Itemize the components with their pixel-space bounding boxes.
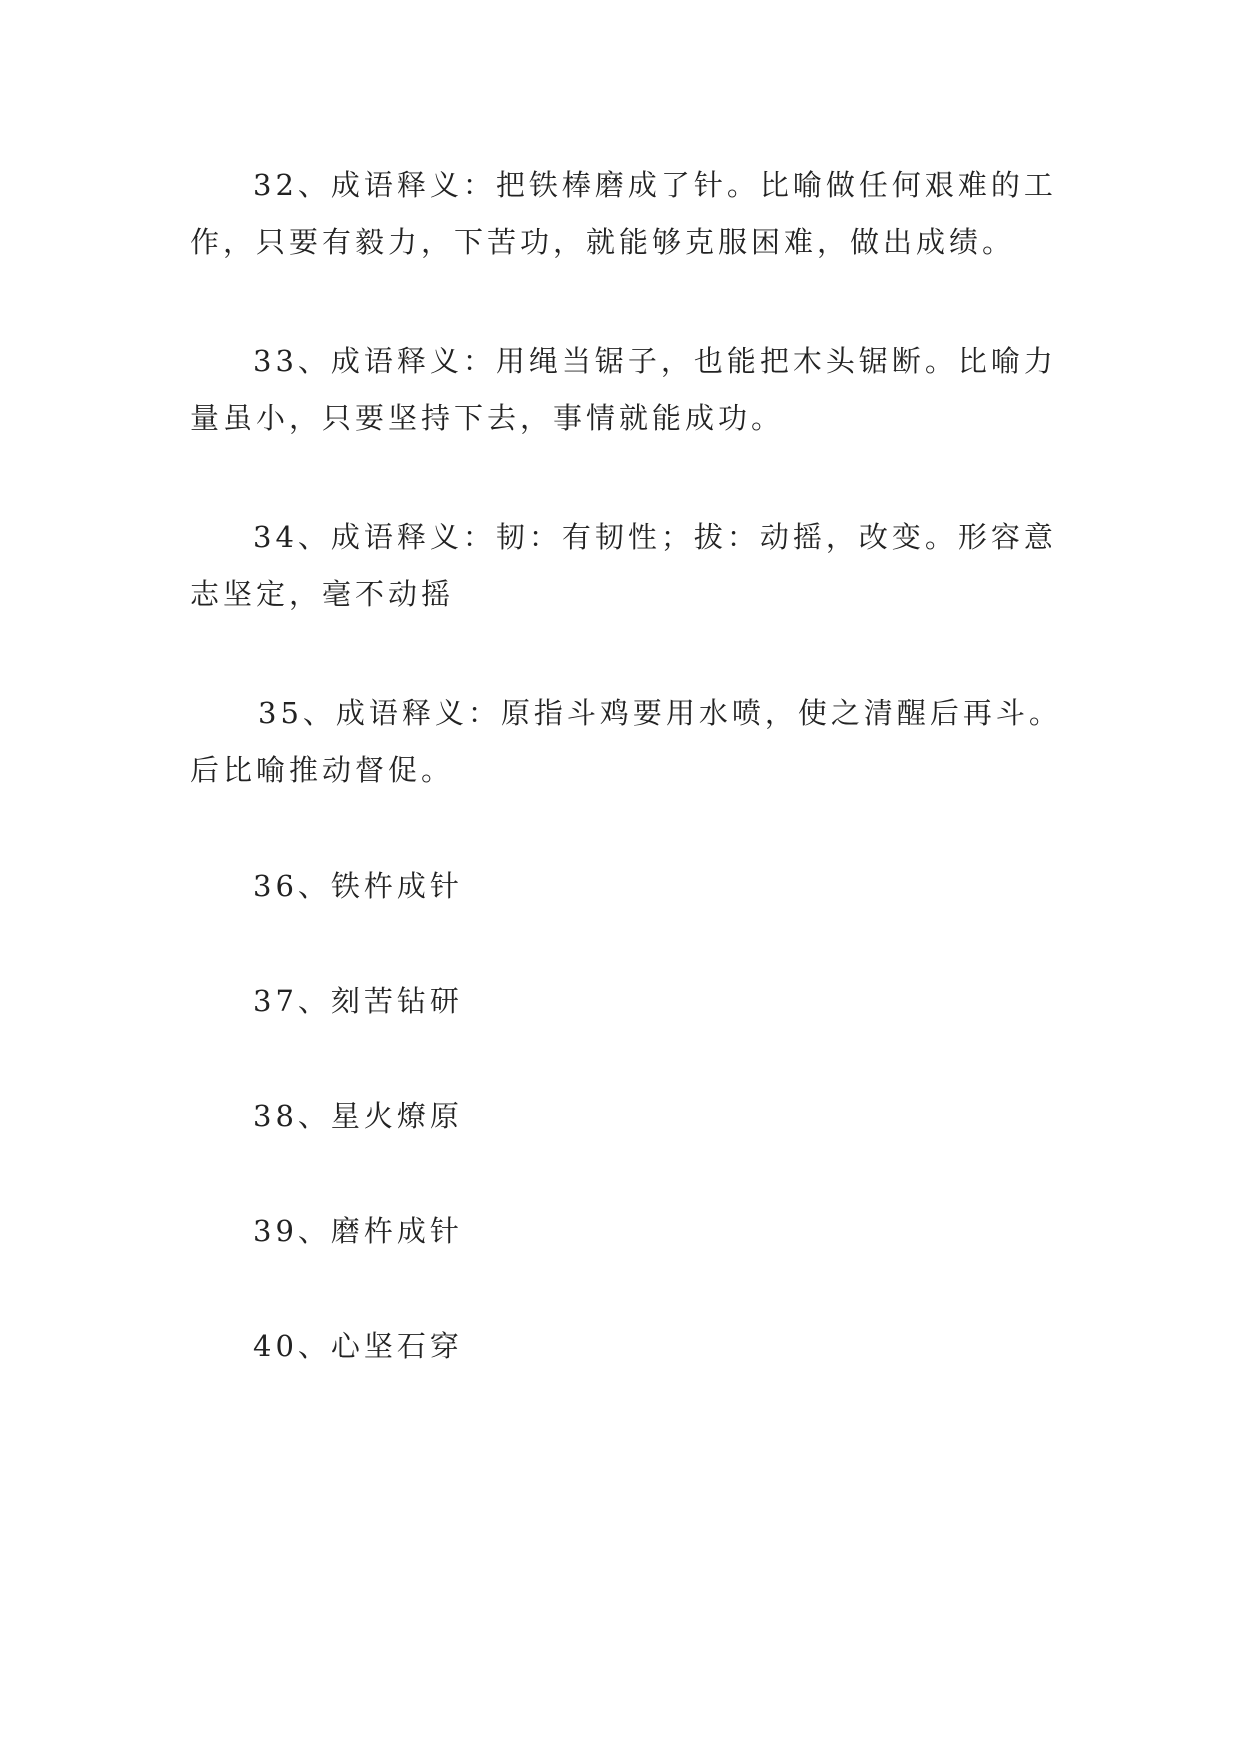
entry-40-line-1: 40、心坚石穿	[253, 1329, 463, 1363]
entry-34-line-2: 志坚定，毫不动摇	[190, 577, 455, 611]
entry-33-line-2: 量虽小，只要坚持下去，事情就能成功。	[190, 401, 785, 435]
entry-34-line-1: 34、成语释义：韧：有韧性；拔：动摇，改变。形容意	[253, 520, 1057, 554]
entry-33-line-1: 33、成语释义：用绳当锯子，也能把木头锯断。比喻力	[253, 344, 1057, 378]
entry-38-line-1: 38、星火燎原	[253, 1099, 463, 1133]
entry-35	[190, 685, 1060, 799]
entry-40	[190, 1318, 1060, 1375]
entry-34	[190, 509, 1060, 623]
entry-36-line-1: 36、铁杵成针	[253, 869, 463, 903]
entry-39-line-1: 39、磨杵成针	[253, 1214, 463, 1248]
entry-38	[190, 1088, 1060, 1145]
entry-37	[190, 973, 1060, 1030]
entry-39	[190, 1203, 1060, 1260]
entry-37-line-1: 37、刻苦钻研	[253, 984, 463, 1018]
entry-32	[190, 157, 1060, 271]
entry-36	[190, 858, 1060, 915]
entry-32-line-1: 32、成语释义：把铁棒磨成了针。比喻做任何艰难的工	[253, 168, 1057, 202]
entry-33	[190, 333, 1060, 447]
entry-35-line-1: 35、成语释义：原指斗鸡要用水喷，使之清醒后再斗。	[258, 696, 1062, 730]
entry-32-line-2: 作，只要有毅力，下苦功，就能够克服困难，做出成绩。	[190, 225, 1016, 259]
entry-35-line-2: 后比喻推动督促。	[190, 753, 455, 787]
